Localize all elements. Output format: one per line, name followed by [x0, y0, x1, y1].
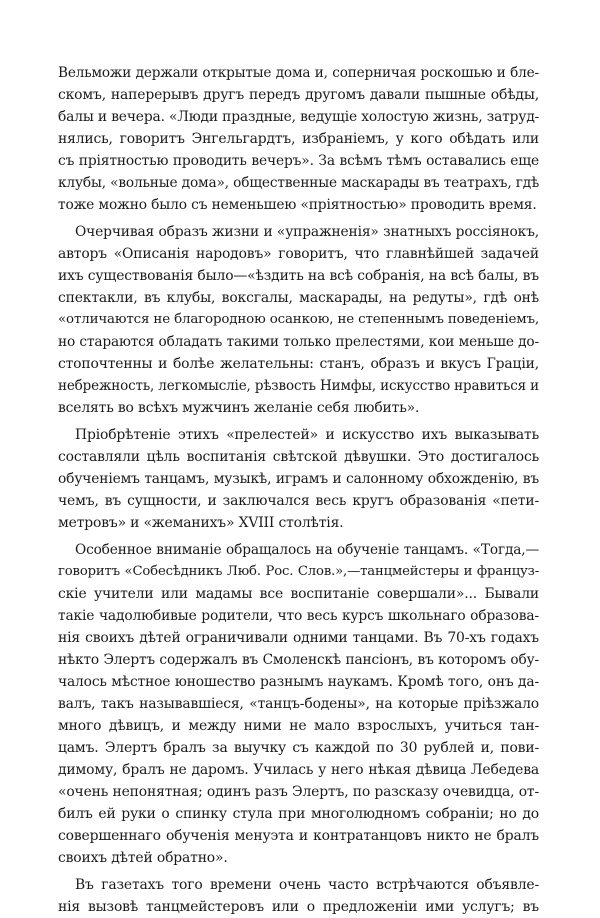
text-line	[58, 424, 539, 446]
text-line	[58, 605, 539, 627]
text-line	[58, 512, 539, 534]
line-text: цамъ. Элертъ бралъ за выучку съ каждой по 30 рублей и, пови-	[58, 740, 539, 756]
line-text: съ пріятностью проводить вечеръ». За всѣмъ тѣмъ оставались еще	[58, 153, 539, 169]
text-line	[58, 446, 539, 468]
line-text: нялись, говоритъ Энгельгардтъ, избраніемъ, у кого обѣдать или	[58, 131, 539, 147]
line-text: но стараются обладать такими только прелестями, кои меньше до-	[58, 334, 539, 350]
line-text: тоже можно было съ неменьшею «пріятностью» проводить время.	[58, 197, 537, 213]
line-text: скіе учители или мадамы все воспитаніе совершали»... Бывали	[58, 586, 539, 602]
text-line	[58, 490, 539, 512]
line-text: своихъ дѣтей обратно».	[58, 850, 228, 866]
text-line	[58, 194, 539, 216]
line-text: авторъ «Описанія народовъ» говоритъ, что главнѣйшей задачей	[58, 246, 539, 262]
line-text: Очерчивая образъ жизни и «упражненія» знатныхъ россіянокъ,	[75, 224, 539, 240]
line-text: валъ, такъ называвшіеся, «танцъ-бодены», на которые пріѣзжало	[58, 696, 539, 712]
line-text: нѣкто Элертъ содержалъ въ Смоленскѣ пансіонъ, въ которомъ обу-	[58, 652, 539, 668]
text-line	[58, 287, 539, 309]
text-line	[58, 468, 539, 490]
paragraph	[58, 874, 539, 918]
paragraph	[58, 424, 539, 534]
text-line	[58, 896, 539, 918]
line-text: Особенное вниманіе обращалось на обученіе танцамъ. «Тогда,—	[75, 542, 539, 558]
text-line	[58, 759, 539, 781]
line-text: «очень непонятная; одинъ разъ Элертъ, по разсказу очевидца, от-	[58, 784, 539, 800]
text-line	[58, 737, 539, 759]
text-line	[58, 353, 539, 375]
text-line	[58, 803, 539, 825]
text-line	[58, 84, 539, 106]
text-line	[58, 106, 539, 128]
line-text: Пріобрѣтеніе этихъ «прелестей» и искусство ихъ выказывать	[75, 427, 539, 443]
line-text: нія своихъ дѣтей ограничивали одними танцами. Въ 70-хъ годахъ	[58, 630, 539, 646]
line-text: чалось мѣстное юношество разнымъ наукамъ. Кромѣ того, онъ да-	[58, 674, 539, 690]
line-text: нія вызовѣ танцмейстеровъ или о предложеніи ими услугъ; въ	[58, 899, 539, 915]
line-text: скомъ, наперерывъ другъ передъ другомъ давали пышные обѣды,	[58, 87, 539, 103]
text-line	[58, 649, 539, 671]
line-text: вселять во всѣхъ мужчинъ желаніе себя любить».	[58, 400, 420, 416]
line-text: Вельможи держали открытые дома и, соперничая роскошью и бле-	[58, 65, 539, 81]
paragraph	[58, 221, 539, 419]
line-text: метровъ» и «жеманихъ» XVIII столѣтія.	[58, 515, 344, 531]
line-text: димому, бралъ не даромъ. Училась у него нѣкая дѣвица Лебедева	[58, 762, 539, 778]
text-line	[58, 847, 539, 869]
text-line	[58, 561, 539, 583]
line-text: чемъ, въ сущности, и заключался весь кругъ образованія «пети-	[58, 493, 539, 509]
page-body-text	[58, 62, 539, 918]
text-line	[58, 693, 539, 715]
line-text: много дѣвицъ, и между ними не мало взрослыхъ, учиться тан-	[58, 718, 539, 734]
line-text: совершеннаго обученія менуэта и контратанцовъ никто не бралъ	[58, 828, 539, 844]
text-line	[58, 715, 539, 737]
line-text: «отличаются не благородною осанкою, не степеннымъ поведеніемъ,	[58, 312, 539, 327]
text-line	[58, 331, 539, 353]
line-text: обученіемъ танцамъ, музыкѣ, играмъ и салонному обхожденію, въ	[58, 471, 539, 487]
text-line	[58, 243, 539, 265]
text-line	[58, 62, 539, 84]
line-text: балы и вечера. «Люди праздные, ведущіе холостую жизнь, затруд-	[58, 109, 540, 125]
text-line	[58, 265, 539, 287]
line-text: составляли цѣль воспитанія свѣтской дѣвушки. Это достигалось	[58, 449, 539, 465]
line-text: говоритъ «Собесѣдникъ Люб. Рос. Слов.»,—танцмейстеры и француз-	[58, 564, 539, 579]
line-text: Въ газетахъ того времени очень часто встрѣчаются объявле-	[75, 877, 539, 893]
line-text: спектакли, въ клубы, воксгалы, маскарады, на редуты», гдѣ онѣ	[58, 290, 539, 306]
text-line	[58, 583, 539, 605]
line-text: билъ ей руки о спинку стула при многолюдномъ собраніи; но до	[58, 806, 539, 822]
paragraph	[58, 539, 539, 869]
text-line	[58, 128, 539, 150]
line-text: ихъ существованія было—«ѣздить на всѣ собранія, на всѣ балы, въ	[58, 268, 539, 284]
line-text: небрежность, легкомысліе, рѣзвость Нимфы, искусство нравиться и	[58, 378, 540, 394]
text-line	[58, 375, 539, 397]
paragraph	[58, 62, 539, 216]
text-line	[58, 172, 539, 194]
text-line	[58, 825, 539, 847]
text-line	[58, 221, 539, 243]
text-line	[58, 539, 539, 561]
line-text: клубы, «вольные дома», общественные маскарады въ театрахъ, гдѣ	[58, 175, 540, 191]
text-line	[58, 671, 539, 693]
text-line	[58, 397, 539, 419]
line-text: стопочтенны и болѣе желательны: станъ, образъ и вкусъ Граціи,	[58, 356, 539, 372]
text-line	[58, 781, 539, 803]
text-line	[58, 627, 539, 649]
text-line	[58, 150, 539, 172]
line-text: такіе чадолюбивые родители, что весь курсъ школьнаго образова-	[58, 608, 539, 624]
text-line	[58, 309, 539, 331]
text-line	[58, 874, 539, 896]
